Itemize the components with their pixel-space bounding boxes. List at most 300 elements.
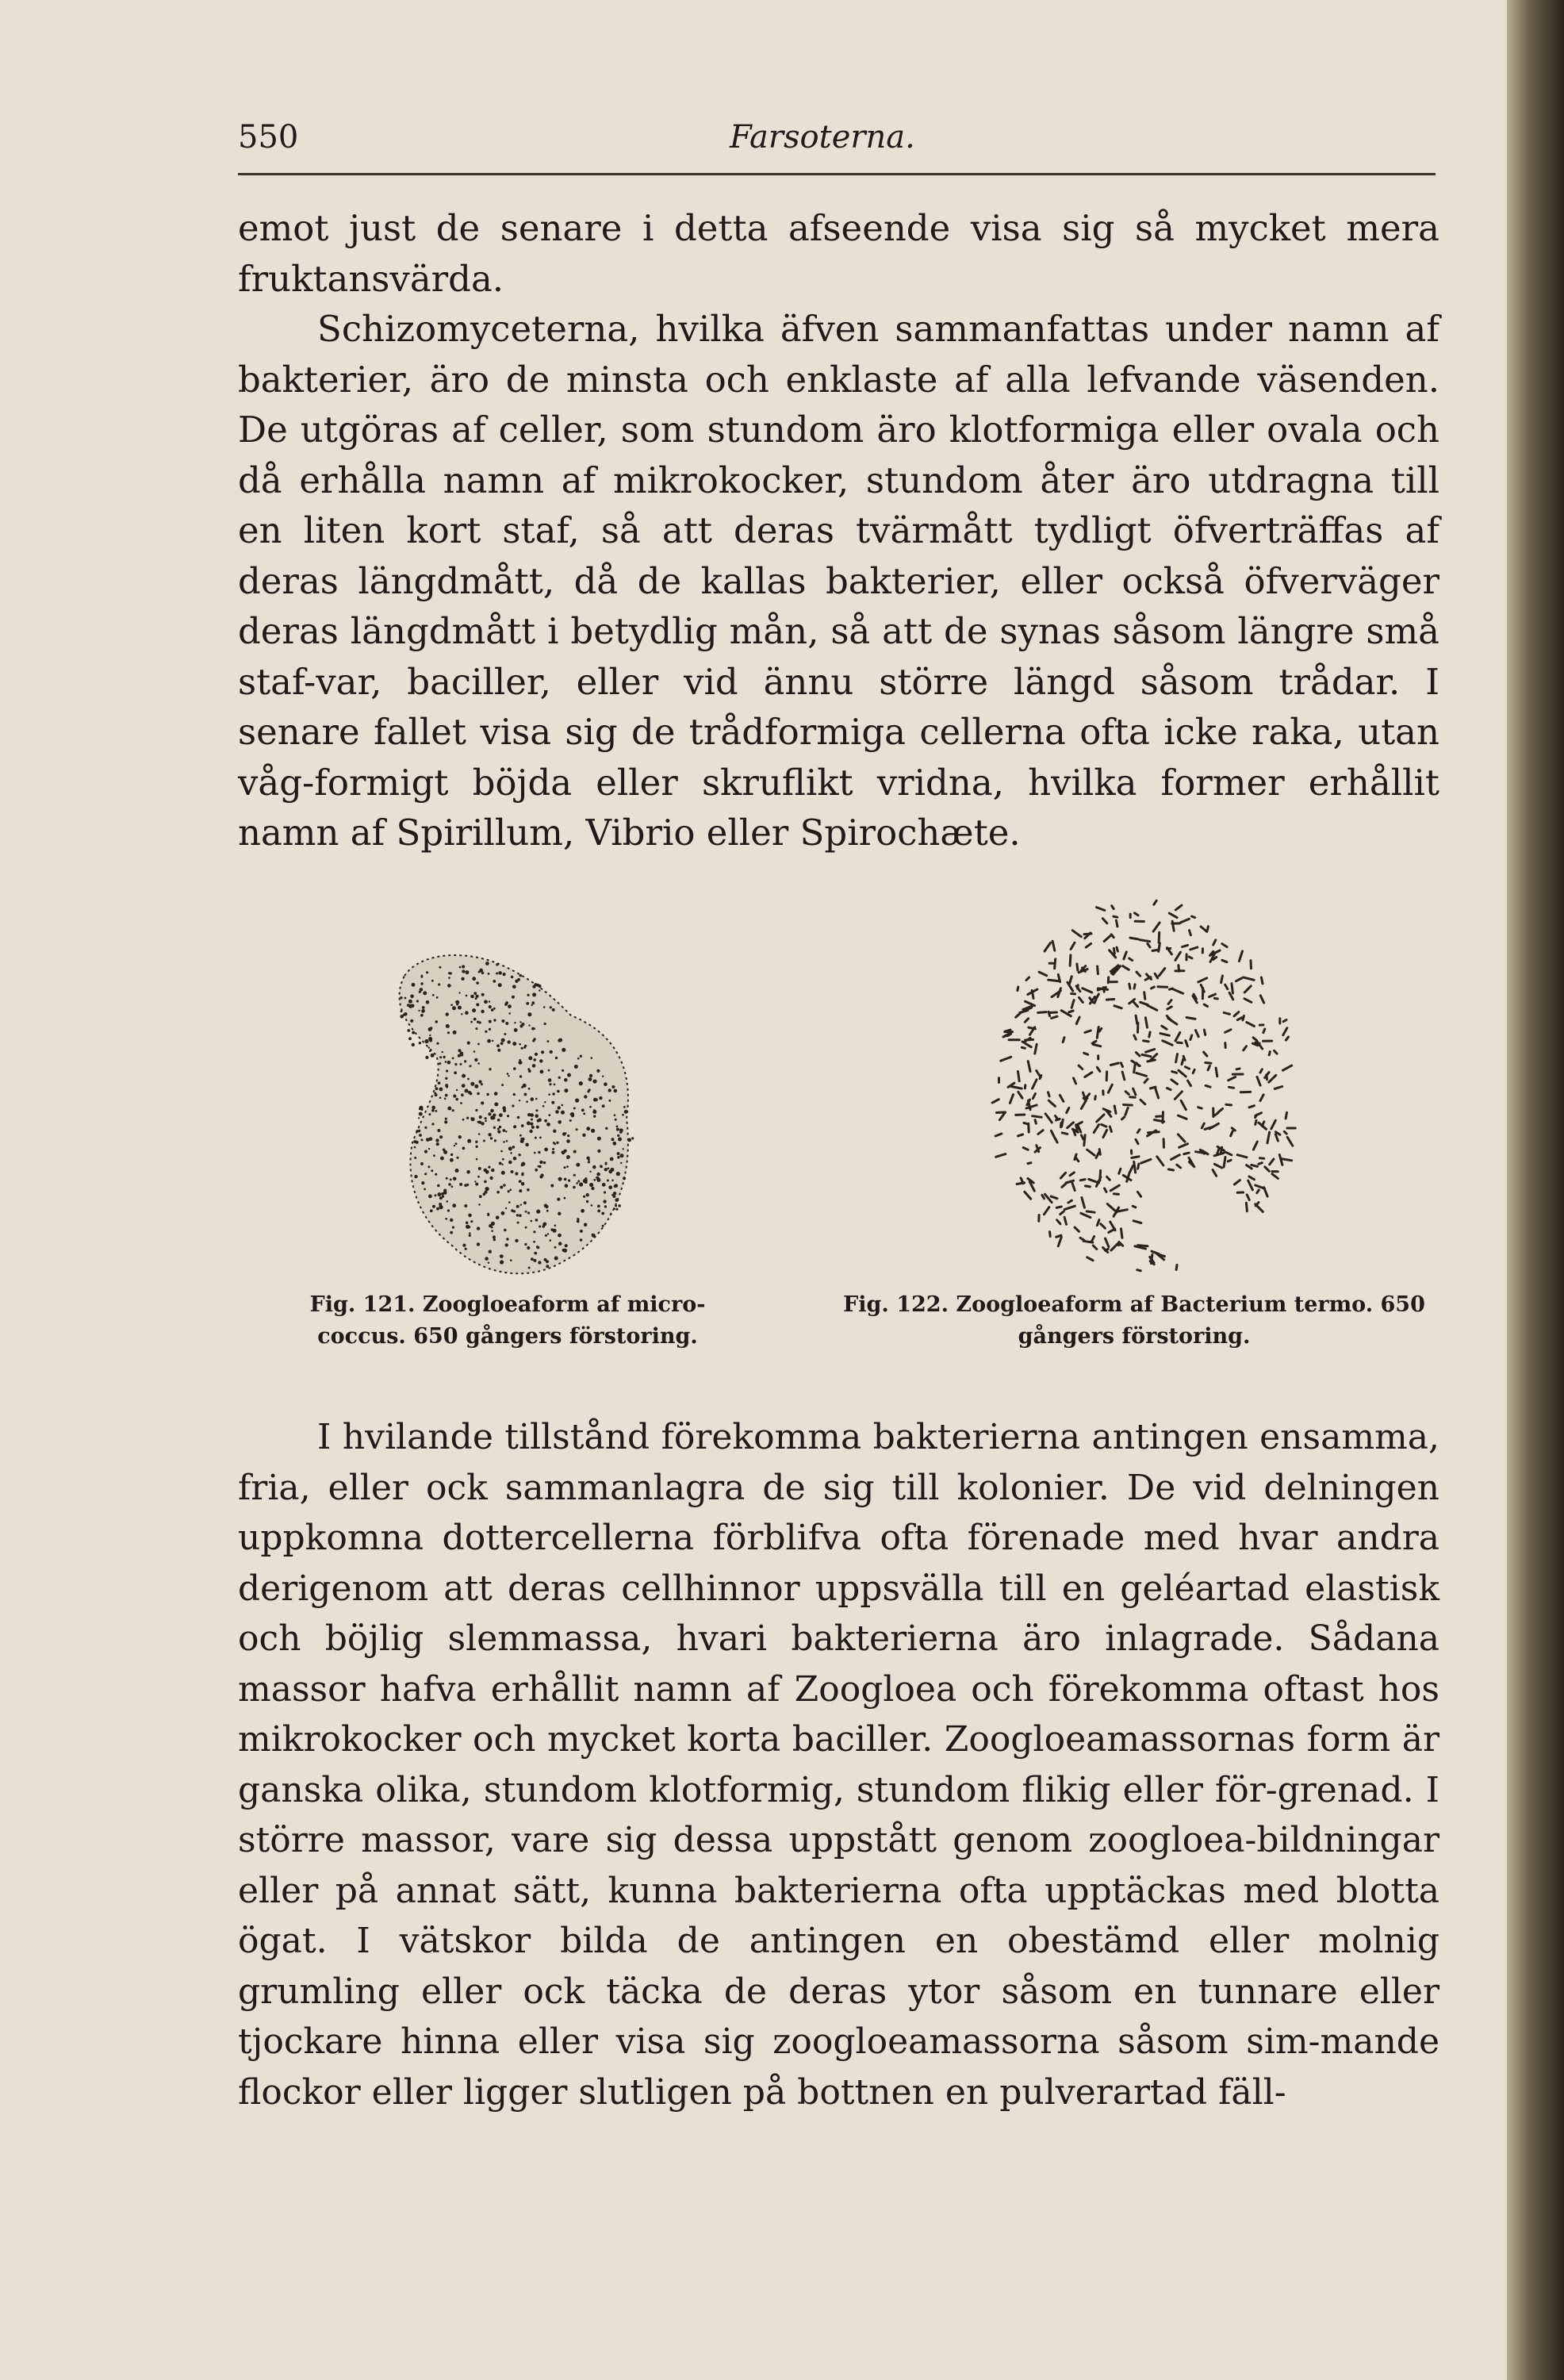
stipple-dot <box>439 1062 441 1065</box>
stipple-dot <box>562 1104 564 1107</box>
rod-mark <box>1144 992 1145 1000</box>
stipple-dot <box>421 975 424 977</box>
rod-mark <box>1257 1190 1259 1193</box>
stipple-dot <box>439 1096 442 1099</box>
stipple-dot <box>611 1085 615 1088</box>
stipple-dot <box>447 1031 450 1034</box>
rod-mark <box>1129 1166 1133 1173</box>
stipple-dot <box>478 1133 481 1135</box>
stipple-dot <box>519 1043 521 1046</box>
stipple-dot <box>445 1094 448 1097</box>
stipple-dot <box>435 1110 438 1112</box>
stipple-dot <box>414 1146 416 1149</box>
stipple-dot <box>599 1096 602 1100</box>
rod-mark <box>1159 943 1160 952</box>
stipple-dot <box>527 994 530 996</box>
stipple-dot <box>470 1021 473 1023</box>
rod-mark <box>1039 972 1047 975</box>
stipple-dot <box>456 1089 458 1091</box>
stipple-dot <box>532 1064 536 1068</box>
rod-mark <box>1213 940 1216 945</box>
stipple-dot <box>439 1056 442 1058</box>
stipple-dot <box>487 1039 491 1043</box>
stipple-dot <box>589 1183 593 1187</box>
rod-mark <box>1074 1078 1076 1084</box>
rod-mark <box>1079 1065 1083 1069</box>
stipple-dot <box>429 1035 431 1036</box>
stipple-dot <box>487 1214 489 1216</box>
stipple-dot <box>513 1067 516 1070</box>
rod-mark <box>1033 1080 1037 1088</box>
rod-mark <box>1207 927 1208 931</box>
stipple-dot <box>481 1083 483 1085</box>
rod-mark <box>1224 1012 1229 1014</box>
stipple-dot <box>535 1114 539 1118</box>
stipple-dot <box>435 1173 437 1176</box>
rod-mark <box>1111 1063 1119 1065</box>
rod-mark <box>1137 972 1140 976</box>
stipple-dot <box>455 1098 458 1101</box>
stipple-dot <box>610 1157 614 1161</box>
rod-mark <box>1204 1052 1207 1056</box>
stipple-dot <box>604 1205 607 1207</box>
stipple-dot <box>548 1069 550 1072</box>
rod-mark <box>1106 1238 1109 1247</box>
page-number: 550 <box>238 119 299 155</box>
stipple-dot <box>419 991 421 993</box>
rod-mark <box>1249 1106 1254 1107</box>
rod-mark <box>1070 955 1071 965</box>
stipple-dot <box>618 1138 622 1142</box>
rod-mark <box>1257 1077 1260 1085</box>
stipple-dot <box>586 1200 588 1203</box>
stipple-dot <box>561 1111 565 1115</box>
stipple-dot <box>558 1077 561 1079</box>
stipple-dot <box>523 1201 527 1204</box>
stipple-dot <box>485 1031 487 1033</box>
rod-mark <box>1130 938 1138 939</box>
rod-mark <box>1244 986 1251 992</box>
stipple-dot <box>616 1126 619 1128</box>
rod-mark <box>1122 1072 1125 1080</box>
rod-mark <box>1155 973 1157 978</box>
stipple-dot <box>536 1246 539 1248</box>
rod-mark <box>1140 940 1150 942</box>
stipple-dot <box>581 1209 585 1213</box>
stipple-dot <box>583 1113 585 1115</box>
stipple-dot <box>458 1049 461 1052</box>
stipple-dot <box>444 1120 447 1123</box>
rod-mark <box>1239 951 1242 962</box>
rod-mark <box>1157 1157 1163 1165</box>
rod-mark <box>1177 1165 1181 1168</box>
stipple-dot <box>452 1109 454 1111</box>
stipple-dot <box>550 1239 552 1242</box>
rod-mark <box>1156 1088 1159 1098</box>
stipple-dot <box>418 1117 420 1119</box>
rod-mark <box>1038 1130 1043 1134</box>
stipple-dot <box>481 1101 484 1104</box>
stipple-dot <box>420 1106 424 1110</box>
rod-mark <box>1159 932 1160 942</box>
stipple-dot <box>426 971 428 973</box>
stipple-dot <box>453 1031 457 1035</box>
stipple-dot <box>493 980 496 983</box>
stipple-dot <box>533 1241 535 1243</box>
stipple-dot <box>472 977 476 981</box>
rod-mark <box>1263 1029 1265 1033</box>
stipple-dot <box>438 983 440 985</box>
stipple-dot <box>456 1004 458 1006</box>
stipple-dot <box>503 1129 506 1132</box>
stipple-dot <box>452 1058 454 1060</box>
stipple-dot <box>516 1214 519 1216</box>
stipple-dot <box>577 1058 580 1060</box>
stipple-dot <box>614 1114 616 1116</box>
stipple-dot <box>500 1186 503 1189</box>
stipple-dot <box>461 977 464 981</box>
stipple-dot <box>470 995 474 999</box>
rod-mark <box>1265 1167 1270 1172</box>
rod-mark <box>1175 905 1182 910</box>
stipple-dot <box>562 1150 565 1154</box>
stipple-dot <box>446 1069 448 1072</box>
stipple-dot <box>526 1100 528 1103</box>
stipple-dot <box>552 1148 554 1150</box>
stipple-dot <box>589 1106 592 1108</box>
stipple-dot <box>458 1135 462 1138</box>
rod-mark <box>1186 1018 1195 1019</box>
stipple-dot <box>534 983 537 986</box>
stipple-dot <box>467 1078 470 1081</box>
book-spine-edge <box>1507 0 1564 2380</box>
stipple-dot <box>548 1078 552 1082</box>
rod-mark <box>1140 1100 1145 1104</box>
stipple-dot <box>491 1008 494 1012</box>
stipple-dot <box>484 1180 487 1184</box>
figure-122-illustration <box>976 881 1317 1293</box>
stipple-dot <box>525 1211 527 1213</box>
stipple-dot <box>450 1158 454 1162</box>
stipple-dot <box>519 1100 520 1101</box>
stipple-dot <box>614 1089 618 1093</box>
stipple-dot <box>485 1191 488 1194</box>
rod-mark <box>1051 1196 1057 1199</box>
stipple-dot <box>478 1167 481 1170</box>
stipple-dot <box>408 1000 412 1004</box>
stipple-dot <box>527 1012 531 1016</box>
stipple-dot <box>472 1008 476 1012</box>
stipple-dot <box>438 1192 442 1196</box>
stipple-dot <box>567 1134 569 1137</box>
stipple-dot <box>620 1154 624 1157</box>
stipple-dot <box>414 1157 416 1159</box>
rod-mark <box>1102 1124 1106 1127</box>
stipple-dot <box>462 965 465 968</box>
rod-mark <box>1284 1131 1286 1134</box>
stipple-dot <box>491 1169 494 1172</box>
stipple-dot <box>422 1006 425 1009</box>
stipple-dot <box>536 1126 539 1129</box>
stipple-dot <box>617 1156 620 1159</box>
stipple-dot <box>579 1081 583 1085</box>
stipple-dot <box>454 1145 455 1146</box>
stipple-dot <box>408 1004 412 1008</box>
stipple-dot <box>424 1150 427 1154</box>
stipple-dot <box>471 1117 475 1121</box>
stipple-dot <box>508 1075 509 1077</box>
stipple-dot <box>580 1238 583 1242</box>
rod-mark <box>1225 985 1228 989</box>
rod-mark <box>1137 1270 1141 1271</box>
rod-mark <box>1070 977 1072 984</box>
stipple-dot <box>489 1068 491 1070</box>
stipple-dot <box>613 1195 616 1198</box>
rod-mark <box>1081 1100 1086 1108</box>
stipple-dot <box>531 1097 535 1101</box>
stipple-dot <box>611 1180 614 1182</box>
stipple-dot <box>505 1130 507 1132</box>
stipple-dot <box>548 1093 550 1096</box>
stipple-dot <box>602 1076 604 1077</box>
rod-mark <box>1267 1132 1270 1143</box>
paragraph: emot just de senare i detta afseende visa sig så mycket mera fruktansvärda. <box>238 207 1439 300</box>
stipple-dot <box>553 1142 555 1144</box>
stipple-dot <box>469 1234 471 1237</box>
micrococcus-zoogloea-drawing <box>373 944 674 1285</box>
rod-mark <box>1102 919 1106 923</box>
rod-mark <box>1026 977 1029 981</box>
rod-mark <box>1158 987 1167 988</box>
stipple-dot <box>544 1119 547 1123</box>
stipple-dot <box>450 1219 453 1222</box>
rod-mark <box>1076 1157 1079 1161</box>
rod-mark <box>1072 931 1081 937</box>
rod-mark <box>1087 1150 1094 1155</box>
stipple-dot <box>450 1004 453 1006</box>
rod-mark <box>1124 952 1126 959</box>
stipple-dot <box>485 1120 487 1123</box>
stipple-dot <box>558 1120 562 1124</box>
stipple-dot <box>505 1207 507 1209</box>
bacterium-termo-zoogloea-drawing <box>976 881 1317 1293</box>
stipple-dot <box>464 1184 467 1187</box>
stipple-dot <box>508 1201 511 1203</box>
stipple-dot <box>531 1001 535 1004</box>
stipple-dot <box>467 1042 470 1045</box>
stipple-dot <box>439 966 441 969</box>
stipple-dot <box>475 997 477 1000</box>
stipple-dot <box>525 1143 529 1147</box>
rod-mark <box>1024 1038 1030 1042</box>
stipple-dot <box>400 996 402 999</box>
stipple-dot <box>597 1205 600 1208</box>
stipple-dot <box>528 1056 532 1060</box>
stipple-dot <box>488 973 490 975</box>
rod-mark <box>1087 1257 1093 1261</box>
stipple-dot <box>615 1205 617 1207</box>
rod-mark <box>1032 990 1033 998</box>
stipple-dot <box>564 1178 567 1181</box>
stipple-dot <box>555 1110 559 1114</box>
stipple-dot <box>604 1082 608 1086</box>
stipple-dot <box>475 1141 477 1143</box>
rod-mark <box>1260 1095 1263 1101</box>
rod-mark <box>1056 1235 1061 1237</box>
stipple-dot <box>553 1130 556 1133</box>
stipple-dot <box>477 1062 480 1065</box>
rod-mark <box>1175 1033 1180 1042</box>
rod-mark <box>1201 927 1207 931</box>
rod-mark <box>1185 1067 1189 1069</box>
rod-mark <box>1175 1092 1182 1100</box>
rod-mark <box>1247 1023 1255 1027</box>
rod-mark <box>1198 1107 1202 1108</box>
rod-mark <box>1077 964 1078 970</box>
stipple-dot <box>539 1137 542 1139</box>
stipple-dot <box>532 1039 535 1042</box>
stipple-dot <box>528 1024 530 1026</box>
stipple-dot <box>538 1165 540 1168</box>
stipple-dot <box>473 1050 476 1053</box>
stipple-dot <box>545 1234 547 1237</box>
stipple-dot <box>531 1004 533 1006</box>
rod-mark <box>1114 1106 1116 1114</box>
rod-mark <box>1176 1054 1178 1062</box>
rod-mark <box>1148 944 1150 948</box>
stipple-dot <box>528 1069 531 1073</box>
stipple-dot <box>616 1128 619 1131</box>
rod-mark <box>1237 1155 1247 1157</box>
stipple-dot <box>517 1222 519 1224</box>
stipple-dot <box>531 1119 533 1121</box>
stipple-dot <box>485 1187 489 1191</box>
stipple-dot <box>524 1243 527 1246</box>
stipple-dot <box>462 1084 466 1088</box>
rod-mark <box>1221 976 1223 983</box>
rod-mark <box>996 1154 1006 1157</box>
stipple-dot <box>549 1083 551 1085</box>
stipple-dot <box>542 1223 546 1226</box>
stipple-dot <box>544 1204 548 1208</box>
stipple-dot <box>528 1267 531 1269</box>
rod-mark <box>1035 1120 1036 1124</box>
rod-mark <box>1025 1001 1035 1005</box>
stipple-dot <box>419 1112 423 1116</box>
rod-mark <box>1181 919 1190 923</box>
rod-mark <box>1167 1007 1172 1009</box>
stipple-dot <box>577 1220 580 1223</box>
stipple-dot <box>552 1151 555 1154</box>
rod-mark <box>1160 1034 1169 1036</box>
rod-mark <box>1099 1028 1102 1031</box>
stipple-dot <box>418 1010 420 1012</box>
stipple-dot <box>514 1028 518 1032</box>
stipple-dot <box>416 1000 419 1002</box>
rod-mark <box>1246 1203 1247 1211</box>
rod-mark <box>1142 1054 1151 1056</box>
stipple-dot <box>542 1105 545 1107</box>
stipple-dot <box>610 1213 612 1215</box>
stipple-dot <box>565 1184 569 1188</box>
stipple-dot <box>569 1119 572 1122</box>
stipple-dot <box>481 972 485 975</box>
stipple-dot <box>521 1124 524 1127</box>
rod-mark <box>1255 1120 1256 1124</box>
stipple-dot <box>455 1169 459 1173</box>
rod-mark <box>1234 1012 1239 1016</box>
stipple-dot <box>413 1140 416 1143</box>
rod-mark <box>1183 945 1188 946</box>
stipple-dot <box>477 1021 479 1023</box>
stipple-dot <box>483 1140 485 1142</box>
rod-mark <box>1179 1115 1187 1119</box>
stipple-dot <box>593 1179 596 1181</box>
stipple-dot <box>519 1061 523 1065</box>
stipple-dot <box>576 1182 578 1184</box>
rod-mark <box>1082 1198 1085 1208</box>
rod-mark <box>1037 1071 1041 1077</box>
stipple-dot <box>492 1040 493 1042</box>
rod-mark <box>1084 1135 1085 1146</box>
rod-mark <box>1234 1180 1240 1184</box>
stipple-dot <box>459 1183 462 1186</box>
rod-mark <box>1020 1011 1028 1013</box>
stipple-dot <box>496 1044 500 1047</box>
rod-mark <box>1136 1053 1140 1056</box>
rod-mark <box>1110 1127 1111 1131</box>
stipple-dot <box>613 1207 615 1210</box>
rod-mark <box>1167 1088 1171 1090</box>
stipple-dot <box>613 1192 617 1196</box>
rod-mark <box>1085 1186 1090 1187</box>
stipple-dot <box>452 1226 454 1229</box>
rod-mark <box>1265 1073 1269 1078</box>
rod-mark <box>1253 1142 1257 1150</box>
stipple-dot <box>448 972 450 974</box>
stipple-dot <box>455 1142 458 1145</box>
stipple-dot <box>611 1138 615 1141</box>
stipple-dot <box>485 1117 487 1119</box>
stipple-dot <box>602 1183 606 1187</box>
rod-mark <box>1018 1134 1023 1136</box>
rod-mark <box>1224 1157 1225 1167</box>
rod-mark <box>1271 1120 1276 1129</box>
stipple-dot <box>616 1172 620 1176</box>
rod-mark <box>1134 985 1135 988</box>
stipple-dot <box>597 1210 600 1213</box>
rod-mark <box>1130 1097 1136 1098</box>
rod-mark <box>1109 1229 1115 1232</box>
rod-mark <box>1107 1204 1114 1211</box>
rod-mark <box>1244 999 1252 1003</box>
rod-mark <box>1058 988 1061 997</box>
stipple-dot <box>479 1115 482 1119</box>
stipple-dot <box>551 1101 554 1104</box>
stipple-dot <box>508 1012 511 1015</box>
stipple-dot <box>504 1229 507 1232</box>
stipple-dot <box>520 1138 523 1140</box>
stipple-dot <box>513 1210 516 1212</box>
stipple-dot <box>477 1092 480 1096</box>
stipple-dot <box>496 1215 500 1219</box>
rod-mark <box>1226 1104 1232 1105</box>
rod-mark <box>1056 1138 1057 1142</box>
rod-mark <box>1132 1157 1139 1158</box>
stipple-dot <box>534 1252 537 1255</box>
rod-mark <box>1231 1131 1233 1136</box>
stipple-dot <box>446 1012 449 1015</box>
